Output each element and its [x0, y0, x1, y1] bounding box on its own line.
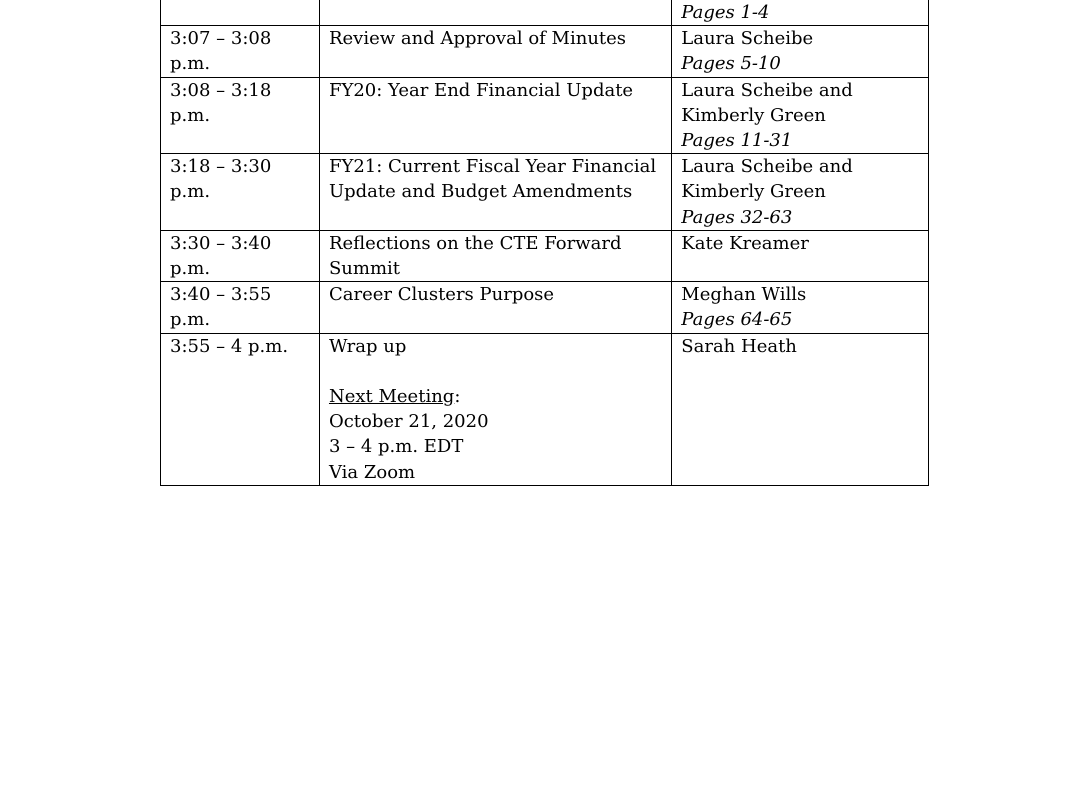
time-cell: 3:30 – 3:40 p.m.: [161, 230, 320, 281]
item-cell: [319, 333, 671, 485]
agenda-row: [161, 77, 929, 154]
agenda-row: [161, 26, 929, 77]
presenter-line: Kimberly Green: [681, 104, 826, 126]
item-line: Update and Budget Amendments: [328, 181, 633, 203]
agenda-row: [161, 230, 929, 281]
item-line: Reflections on the CTE Forward: [328, 232, 622, 254]
spacer: [329, 359, 663, 384]
agenda-row: [161, 282, 929, 333]
agenda-row: [161, 154, 929, 231]
presenter-cell: [672, 230, 929, 281]
next-meeting-location: Via Zoom: [328, 461, 416, 483]
presenter-line: Kimberly Green: [681, 181, 826, 203]
item-line: Review and Approval of Minutes: [328, 28, 627, 50]
item-line: Wrap up: [328, 335, 407, 357]
pages-reference: Pages 64-65: [681, 309, 793, 331]
next-meeting-heading: [329, 384, 663, 409]
item-line: Summit: [328, 258, 401, 280]
item-cell: [319, 26, 671, 77]
time-cell: 3:55 – 4 p.m.: [161, 333, 320, 485]
pages-reference: Pages 32-63: [681, 206, 793, 228]
agenda-row: [161, 333, 929, 485]
item-cell: [319, 230, 671, 281]
item-line: FY21: Current Fiscal Year Financial: [328, 156, 657, 178]
presenter-cell: [672, 333, 929, 485]
next-meeting-date: October 21, 2020: [328, 411, 489, 433]
presenter-line: Laura Scheibe: [681, 28, 814, 50]
pages-reference: Pages 5-10: [681, 53, 781, 75]
pages-reference: Pages 1-4: [681, 2, 770, 23]
next-meeting-label: Next Meeting: [328, 386, 455, 408]
item-cell: [319, 282, 671, 333]
time-cell: [161, 0, 320, 26]
agenda-row: [161, 0, 929, 26]
presenter-line: Laura Scheibe and: [681, 156, 853, 178]
presenter-line: Sarah Heath: [681, 335, 797, 357]
next-meeting-time: 3 – 4 p.m. EDT: [328, 436, 464, 458]
item-cell: [319, 77, 671, 154]
item-line: Career Clusters Purpose: [328, 284, 555, 306]
time-cell: 3:07 – 3:08 p.m.: [161, 26, 320, 77]
agenda-table: [160, 0, 929, 486]
time-cell: 3:40 – 3:55 p.m.: [161, 282, 320, 333]
item-cell: [319, 0, 671, 26]
pages-reference: Pages 11-31: [681, 130, 793, 152]
presenter-cell: [672, 0, 929, 26]
next-meeting-suffix: :: [454, 386, 461, 408]
item-cell: [319, 154, 671, 231]
presenter-cell: [672, 26, 929, 77]
presenter-cell: [672, 77, 929, 154]
item-line: FY20: Year End Financial Update: [328, 79, 634, 101]
presenter-line: Kate Kreamer: [681, 232, 809, 254]
time-cell: 3:08 – 3:18 p.m.: [161, 77, 320, 154]
presenter-line: Laura Scheibe and: [681, 79, 853, 101]
time-cell: 3:18 – 3:30 p.m.: [161, 154, 320, 231]
presenter-cell: [672, 282, 929, 333]
presenter-cell: [672, 154, 929, 231]
presenter-line: Meghan Wills: [681, 284, 807, 306]
